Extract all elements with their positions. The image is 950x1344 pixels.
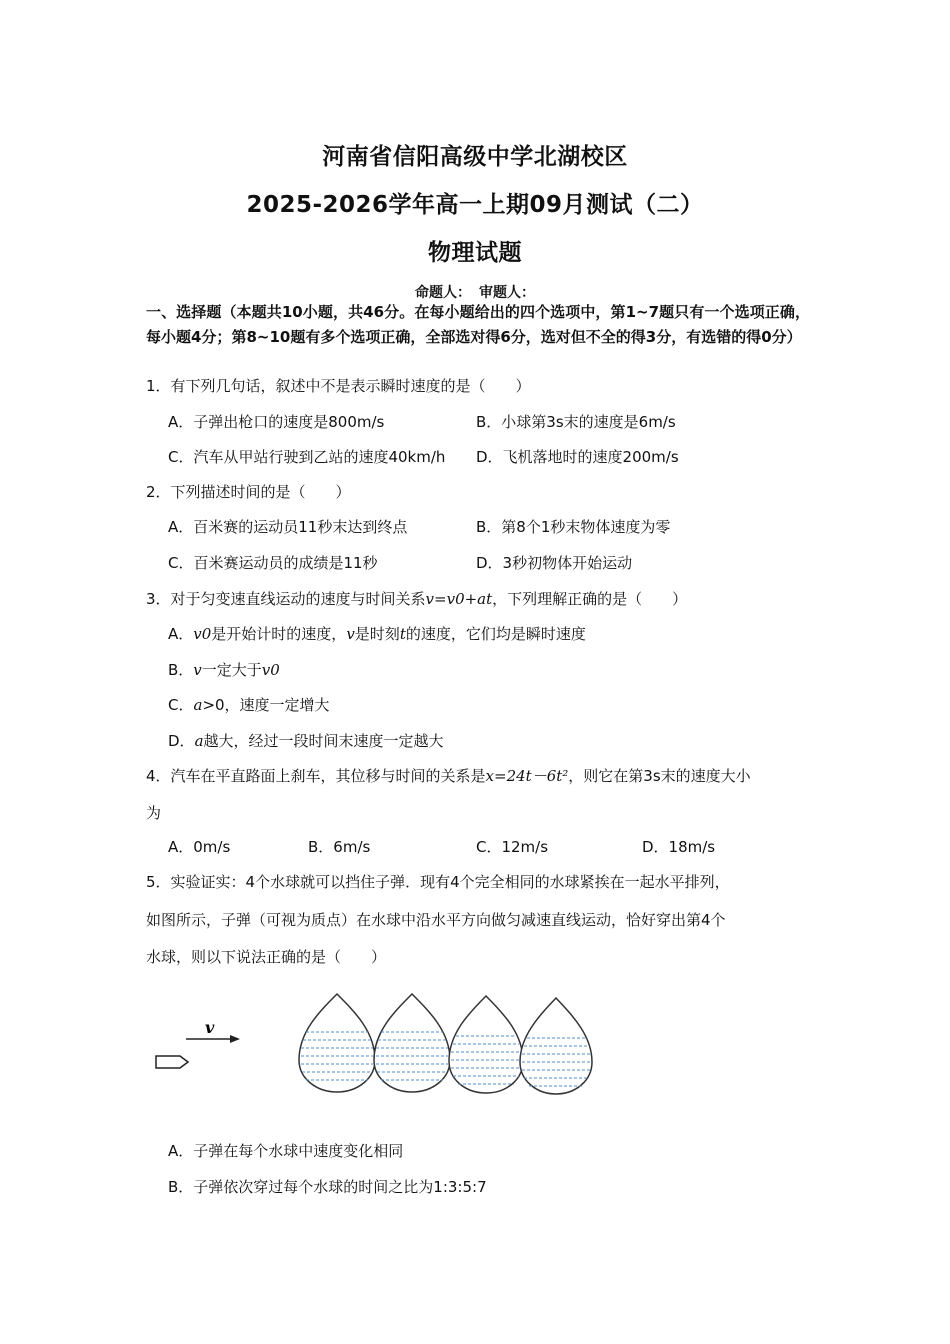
q3-d-text: 越大，经过一段时间末速度一定越大 xyxy=(203,732,444,750)
q3-a-text1: 是开始计时的速度， xyxy=(211,625,347,643)
q3-formula: v=v0+at xyxy=(425,590,493,608)
water-ball-4 xyxy=(520,998,592,1094)
q4-stem xyxy=(146,766,810,786)
q3-c-label: C． xyxy=(168,696,194,714)
q3-a-v0: v0 xyxy=(193,625,212,643)
q5-option-a: A．子弹在每个水球中速度变化相同 xyxy=(168,1142,404,1160)
q2-option-d: D．3秒初物体开始运动 xyxy=(476,554,633,572)
school-title: 河南省信阳高级中学北湖校区 xyxy=(322,144,628,170)
author-label: 命题人： xyxy=(415,285,471,301)
q4-stem-post: ，则它在第3s末的速度大小 xyxy=(568,767,751,785)
q2-stem: 2．下列描述时间的是（ ） xyxy=(146,483,351,501)
q1-option-d: D．飞机落地时的速度200m/s xyxy=(476,448,679,466)
q1-stem: 1．有下列几句话，叙述中不是表示瞬时速度的是（ ） xyxy=(146,377,531,395)
q3-option-b xyxy=(168,660,280,680)
q3-option-c xyxy=(168,695,330,715)
q3-a-v: v xyxy=(346,625,355,643)
water-balls xyxy=(299,994,592,1094)
q2-option-c: C．百米赛运动员的成绩是11秒 xyxy=(168,554,378,572)
authors-line xyxy=(0,282,950,302)
q2-option-a: A．百米赛的运动员11秒末达到终点 xyxy=(168,518,408,536)
q3-a-label: A． xyxy=(168,625,194,643)
q3-a-text3: 的速度，它们均是瞬时速度 xyxy=(405,625,586,643)
q3-stem xyxy=(146,589,810,609)
q1-option-b: B．小球第3s末的速度是6m/s xyxy=(476,413,676,431)
q3-a-t: t xyxy=(399,625,406,643)
water-balls-figure xyxy=(150,990,600,1105)
q1-option-c: C．汽车从甲站行驶到乙站的速度40km/h xyxy=(168,448,446,466)
q3-b-text: 一定大于 xyxy=(201,661,262,679)
q4-option-a: A．0m/s xyxy=(168,838,231,856)
q4-option-d: D．18m/s xyxy=(642,838,716,856)
water-ball-3 xyxy=(449,996,523,1093)
q3-stem-pre: 3．对于匀变速直线运动的速度与时间关系 xyxy=(146,590,426,608)
water-ball-1 xyxy=(299,994,375,1092)
q3-c-a: a xyxy=(193,696,203,714)
exam-title: 2025-2026学年高一上期09月测试（二） xyxy=(246,192,704,218)
water-ball-2 xyxy=(374,994,450,1092)
bullet-icon xyxy=(156,1056,188,1068)
q3-b-v: v xyxy=(193,661,202,679)
q3-stem-post: ，下列理解正确的是（ ） xyxy=(492,590,688,608)
section-heading: 一、选择题（本题共10小题，共46分。在每小题给出的四个选项中，第1~7题只有一个选项正确，每小题4分；第8~10题有多个选项正确，全部选对得6分，选对但不全的得3分，有选错的得0分） xyxy=(146,303,810,346)
q1-option-a: A．子弹出枪口的速度是800m/s xyxy=(168,413,385,431)
q3-a-text2: 是时刻 xyxy=(354,625,400,643)
q3-d-a: a xyxy=(194,732,204,750)
q4-stem-wrap: 为 xyxy=(146,804,162,822)
q5-option-b: B．子弹依次穿过每个水球的时间之比为1:3:5:7 xyxy=(168,1178,487,1196)
q4-stem-pre: 4．汽车在平直路面上刹车，其位移与时间的关系是 xyxy=(146,767,486,785)
reviewer-label: 审题人： xyxy=(479,285,535,301)
q5-line2: 如图所示，子弹（可视为质点）在水球中沿水平方向做匀减速直线运动，恰好穿出第4个 xyxy=(146,911,726,929)
q2-option-b: B．第8个1秒末物体速度为零 xyxy=(476,518,671,536)
q4-option-b: B．6m/s xyxy=(308,838,371,856)
q3-b-v0: v0 xyxy=(261,661,280,679)
q5-line1: 5．实验证实：4个水球就可以挡住子弹．现有4个完全相同的水球紧挨在一起水平排列， xyxy=(146,873,730,891)
q3-option-d xyxy=(168,731,444,751)
q4-option-c: C．12m/s xyxy=(476,838,549,856)
q3-option-a xyxy=(168,624,586,644)
subject-title: 物理试题 xyxy=(428,240,522,266)
q3-c-text: >0，速度一定增大 xyxy=(202,696,330,714)
q4-formula: x=24t－6t² xyxy=(485,767,569,785)
q5-line3: 水球，则以下说法正确的是（ ） xyxy=(146,948,387,966)
q3-d-label: D． xyxy=(168,732,195,750)
velocity-label: v xyxy=(205,1018,215,1037)
q3-b-label: B． xyxy=(168,661,194,679)
